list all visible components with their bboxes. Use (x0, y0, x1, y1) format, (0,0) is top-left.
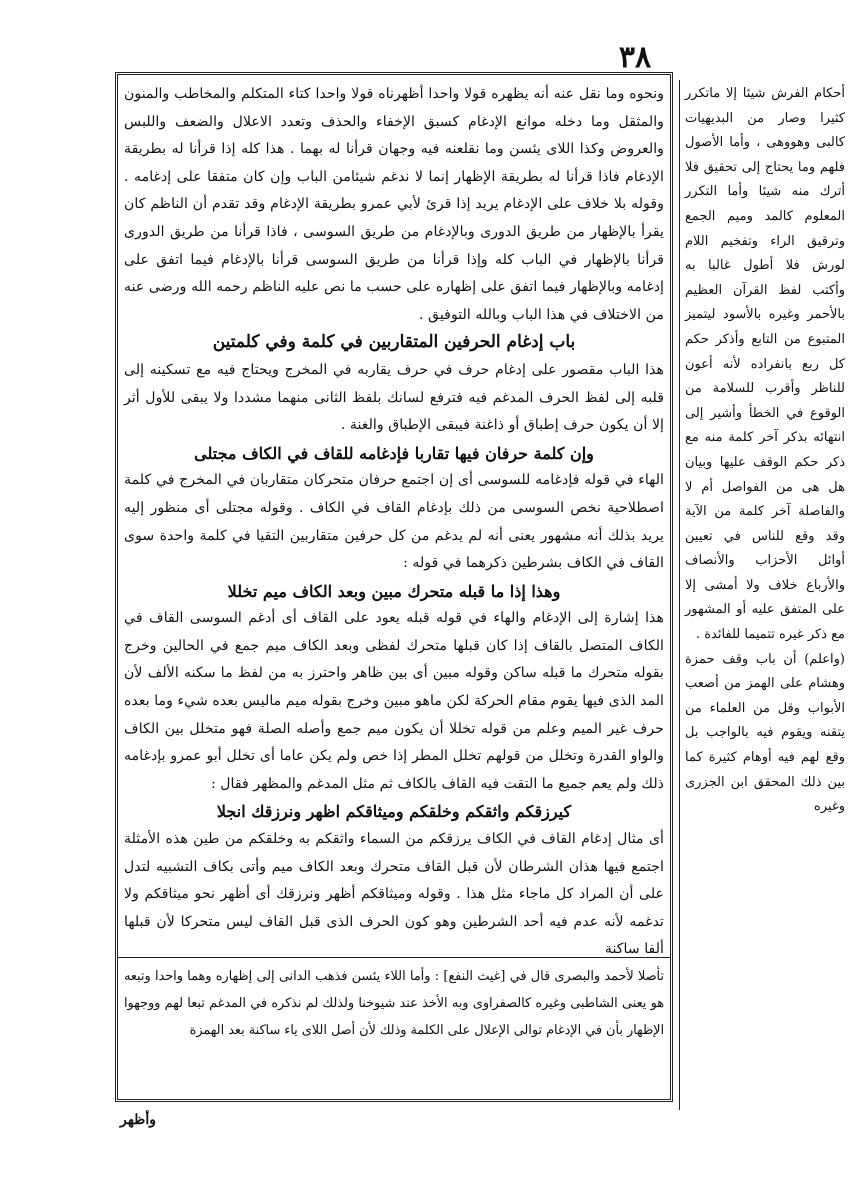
main-paragraph: هذا إشارة إلى الإدغام والهاء في قوله قبله يعود على القاف أى أدغم السوسى القاف في الكاف المتصل بالقاف إذا كان قبلها متحرك لفظى وبعد الكاف ميم جمع في الحالين وخرج بقوله متحرك ما قبله ساكن وقوله مبين أى بين ظاهر واحترز به من لفظ ما سكنه الألف لأن المد الذى فيها يقوم مقام الحركة لكن ماهو مبين وخرج بقوله ميم ماليس بعده شيء وما بعده حرف غير الميم وعلم من قوله تخللا أن يكون ميم جمع وأصله الصلة فهو متخلل بين الكاف والواو القدرة وتخلل من قولهم تخلل المطر إذا خص ولم يكن عاما أى تخلل أبو عمرو بإدغامه ذلك ولم يعم جميع ما التقت فيه القاف بالكاف ثم مثل المدغم والمظهر فقال : (124, 610, 664, 792)
poem-verse: وإن كلمة حرفان فيها تقاربا فإدغامه للقاف في الكاف مجتلى (194, 443, 594, 463)
margin-divider (679, 80, 680, 1110)
footnote (124, 963, 664, 1044)
margin-paragraph: أحكام الفرش شيئا إلا ماتكرر كثيرا وصار من البديهيات كالبى وهووهى ، وأما الأصول فلهم وما يحتاج إلى تحقيق فلا أترك منه شيئا وأما التكرر المعلوم كالمد وميم الجمع وترقيق الراء وتفخيم اللام لورش فلا أطول غالبا به وأكتب لفظ القرآن العظيم بالأحمر وغيره بالأسود ليتميز المتبوع من التابع وأذكر حكم كل ربع بانفراده لأنه أعون للناظر وأقرب للسلامة من الوقوع في الخطأ وأشير إلى انتهائه بذكر آخر كلمة منه مع ذكر حكم الوقف عليها وبيان هل هى من الفواصل أم لا والفاصلة آخر كلمة من الآية وقد وقع للناس في تعيين أوائل الأحزاب والأنصاف والأرباع خلاف ولا أمشى إلا على المتفق عليه أو المشهور مع ذكر غيره تتميما للفائدة . (685, 86, 845, 643)
page-number: ٣٨ (618, 40, 652, 75)
poem-verse: وهذا إذا ما قبله متحرك مبين وبعد الكاف ميم تخللا (227, 581, 561, 601)
chapter-heading: باب إدغام الحرفين المتقاربين في كلمة وفي كلمتين (212, 332, 576, 353)
catchword: وأظهر (120, 1112, 156, 1128)
main-text-frame (115, 72, 673, 1102)
footnote-divider (118, 957, 670, 958)
main-text (124, 81, 664, 964)
footnote-paragraph: تأصلا لأحمد والبصرى قال في [غيث النفع] : وأما اللاء يئسن فذهب الدانى إلى إظهاره وهما واحدا وتبعه هو يعنى الشاطبى وغيره كالصفراوى وبه الأخذ عند شيوخنا ولذلك لم نذكره في المدغم تبعا لهم ووجهوا الإظهار بأن في الإدغام توالى الإعلال على الكلمة وذلك لأن أصل اللاى ياء ساكنة بعد الهمزة (124, 969, 664, 1038)
margin-paragraph: (واعلم) أن باب وقف حمزة وهشام على الهمز من أصعب الأبواب وقل من العلماء من يتقنه ويقوم فيه بالواجب بل وقع لهم فيه أوهام كثيرة كما بين ذلك المحقق ابن الجزرى وغيره (685, 651, 845, 815)
main-paragraph: هذا الباب مقصور على إدغام حرف في حرف يقاربه في المخرج ويحتاج فيه مع تسكينه إلى قلبه إلى لفظ الحرف المدغم فيه فترفع لسانك بلفظ الثانى منهما مشددا ولا يبقى للأول أثر إلا أن يكون حرف إطباق أو ذاغنة فيبقى الإطباق والغنة . (124, 361, 664, 434)
main-paragraph: ونحوه وما نقل عنه أنه يظهره قولا واحدا أظهرناه قولا واحدا كتاء المتكلم والمخاطب والمنون والمثقل وما دخله موانع الإدغام كسبق الإخفاء والحذف وتعدد الاعلال والضعف واللبس والعروض وكذا اللاى يئسن وما نقلعنه فيه وجهان قرأنا له بهما . هذا كله إذا قرأنا له بطريقة الإدغام فاذا قرأنا له بطريقة الإظهار إنما لا ندغم شيئامن الباب وإن كان متفقا على إدغامه . وقوله بلا خلاف على الإدغام يريد إذا قرئ لأبي عمرو بطريقة الإدغام وقد تقدم أن الناظم كان يقرأ بالإظهار من طريق الدورى وبالإدغام من طريق السوسى ، فاذا قرأنا من طريق الدورى قرأنا بالإظهار في الباب كله وإذا قرأنا من طريق السوسى قرأنا بالإدغام فيما اتفق على إدغامه وبالإظهار فيما اتفق على إظهاره على حسب ما نص عليه الناظم رحمه الله ورضى عنه من الاختلاف في هذا الباب وبالله التوفيق . (124, 86, 664, 323)
poem-verse: كيرزقكم واثقكم وخلقكم وميثاقكم اظهر ونرزقك انجلا (216, 802, 572, 822)
main-paragraph: الهاء في قوله فإدغامه للسوسى أى إن اجتمع حرفان متحركان متقاربان في المخرج في كلمة اصطلاحية نخص السوسى من ذلك بإدغام القاف في الكاف . وقوله مجتلى أى منظور إليه يريد بذلك أنه مشهور يعنى أنه لم يدغم من كل حرفين متقاربين التقيا في كلمة واحدة سوى القاف في الكاف بشرطين ذكرهما في قوله : (124, 472, 664, 572)
margin-commentary (685, 82, 845, 820)
main-paragraph: أى مثال إدغام القاف في الكاف يرزقكم من السماء واثقكم به وخلقكم من طين هذه الأمثلة اجتمع فيها هذان الشرطان لأن قبل القاف متحرك وبعد الكاف ميم وأتى بكاف التشبيه لتدل على أن المراد كل ماجاء مثل هذا . وقوله وميثاقكم أظهر ونرزقك أى أظهر نحو ميثاقكم ولا تدغمه لأنه عدم فيه أحد الشرطين وهو كون الحرف الذى قبل القاف ليس متحركا لأن قبلها ألفا ساكنة (124, 831, 664, 958)
